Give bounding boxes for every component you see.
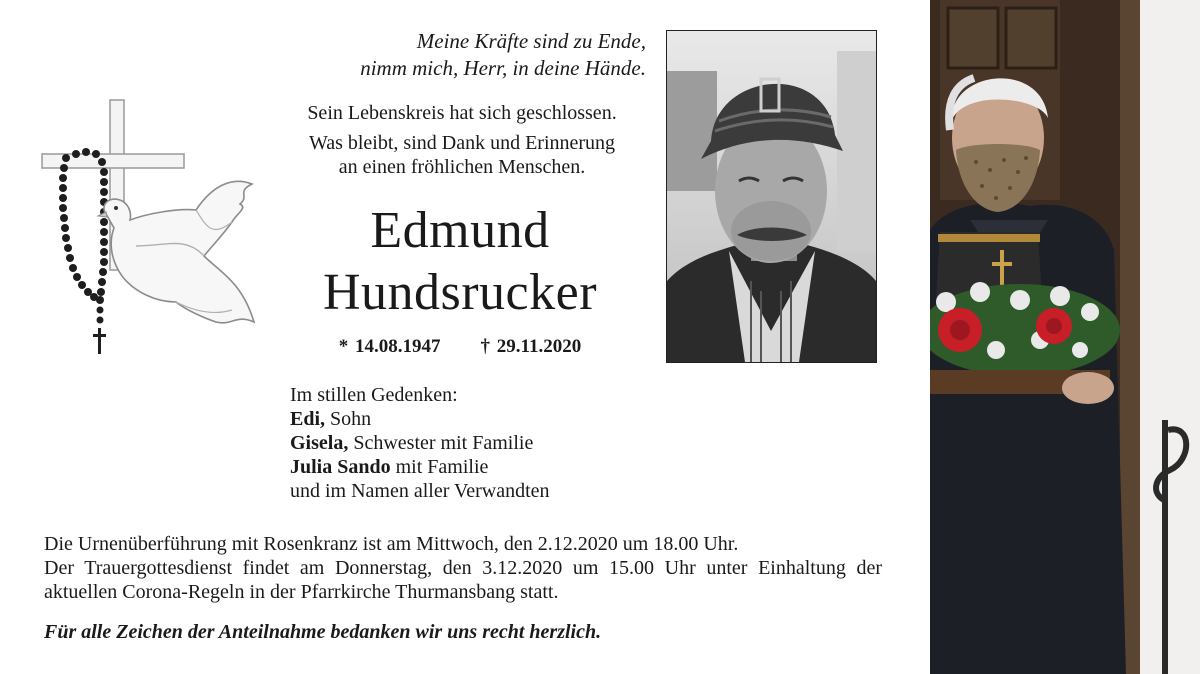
closing-line-3: an einen fröhlichen Menschen. <box>338 156 586 178</box>
list-item <box>290 455 690 479</box>
mourner-name: Edi, <box>290 408 326 430</box>
mourner-relation: mit Familie <box>390 456 489 478</box>
verse-line-1: Meine Kräfte sind zu Ende, <box>416 29 646 53</box>
closing-words <box>262 101 662 179</box>
birth-date: * 14.08.1947 <box>338 336 441 357</box>
service-line-2: Der Trauergottesdienst findet am Donnerstag, den 3.12.2020 um 15.00 Uhr unter Einhaltung der aktuellen Corona-Regeln in der Pfarrkirche Thurmansbang statt. <box>44 557 882 603</box>
closing-line-2: Was bleibt, sind Dank und Erinnerung <box>308 132 616 154</box>
side-photo <box>930 0 1200 674</box>
mourner-name: Julia Sando <box>290 456 391 478</box>
list-item <box>290 431 690 455</box>
mourner-name: Gisela, <box>290 432 349 454</box>
service-line-1: Die Urnenüberführung mit Rosenkranz ist am Mittwoch, den 2.12.2020 um 18.00 Uhr. <box>44 533 739 555</box>
life-dates <box>260 336 660 358</box>
portrait-photo <box>666 30 877 363</box>
portrait-man-cap-icon <box>667 31 876 362</box>
list-item <box>290 407 690 431</box>
first-name: Edmund <box>370 202 550 259</box>
thanks-line: Für alle Zeichen der Anteilnahme bedanken wir uns recht herzlich. <box>44 621 602 643</box>
mourners-list <box>290 383 690 503</box>
death-date: † 29.11.2020 <box>480 336 582 357</box>
bible-verse <box>280 28 646 82</box>
mourners-footer: und im Namen aller Verwandten <box>290 480 550 502</box>
last-name: Hundsrucker <box>322 264 598 321</box>
man-with-urn-photo-icon <box>930 0 1200 674</box>
mourner-relation: Schwester mit Familie <box>348 432 534 454</box>
service-details <box>44 532 882 604</box>
verse-line-2: nimm mich, Herr, in deine Hände. <box>360 56 646 80</box>
cross-dove-rosary-icon <box>36 96 258 360</box>
mourners-heading: Im stillen Gedenken: <box>290 384 458 406</box>
deceased-name <box>260 200 660 324</box>
mourner-relation: Sohn <box>325 408 372 430</box>
closing-line-1: Sein Lebenskreis hat sich geschlossen. <box>307 102 617 124</box>
